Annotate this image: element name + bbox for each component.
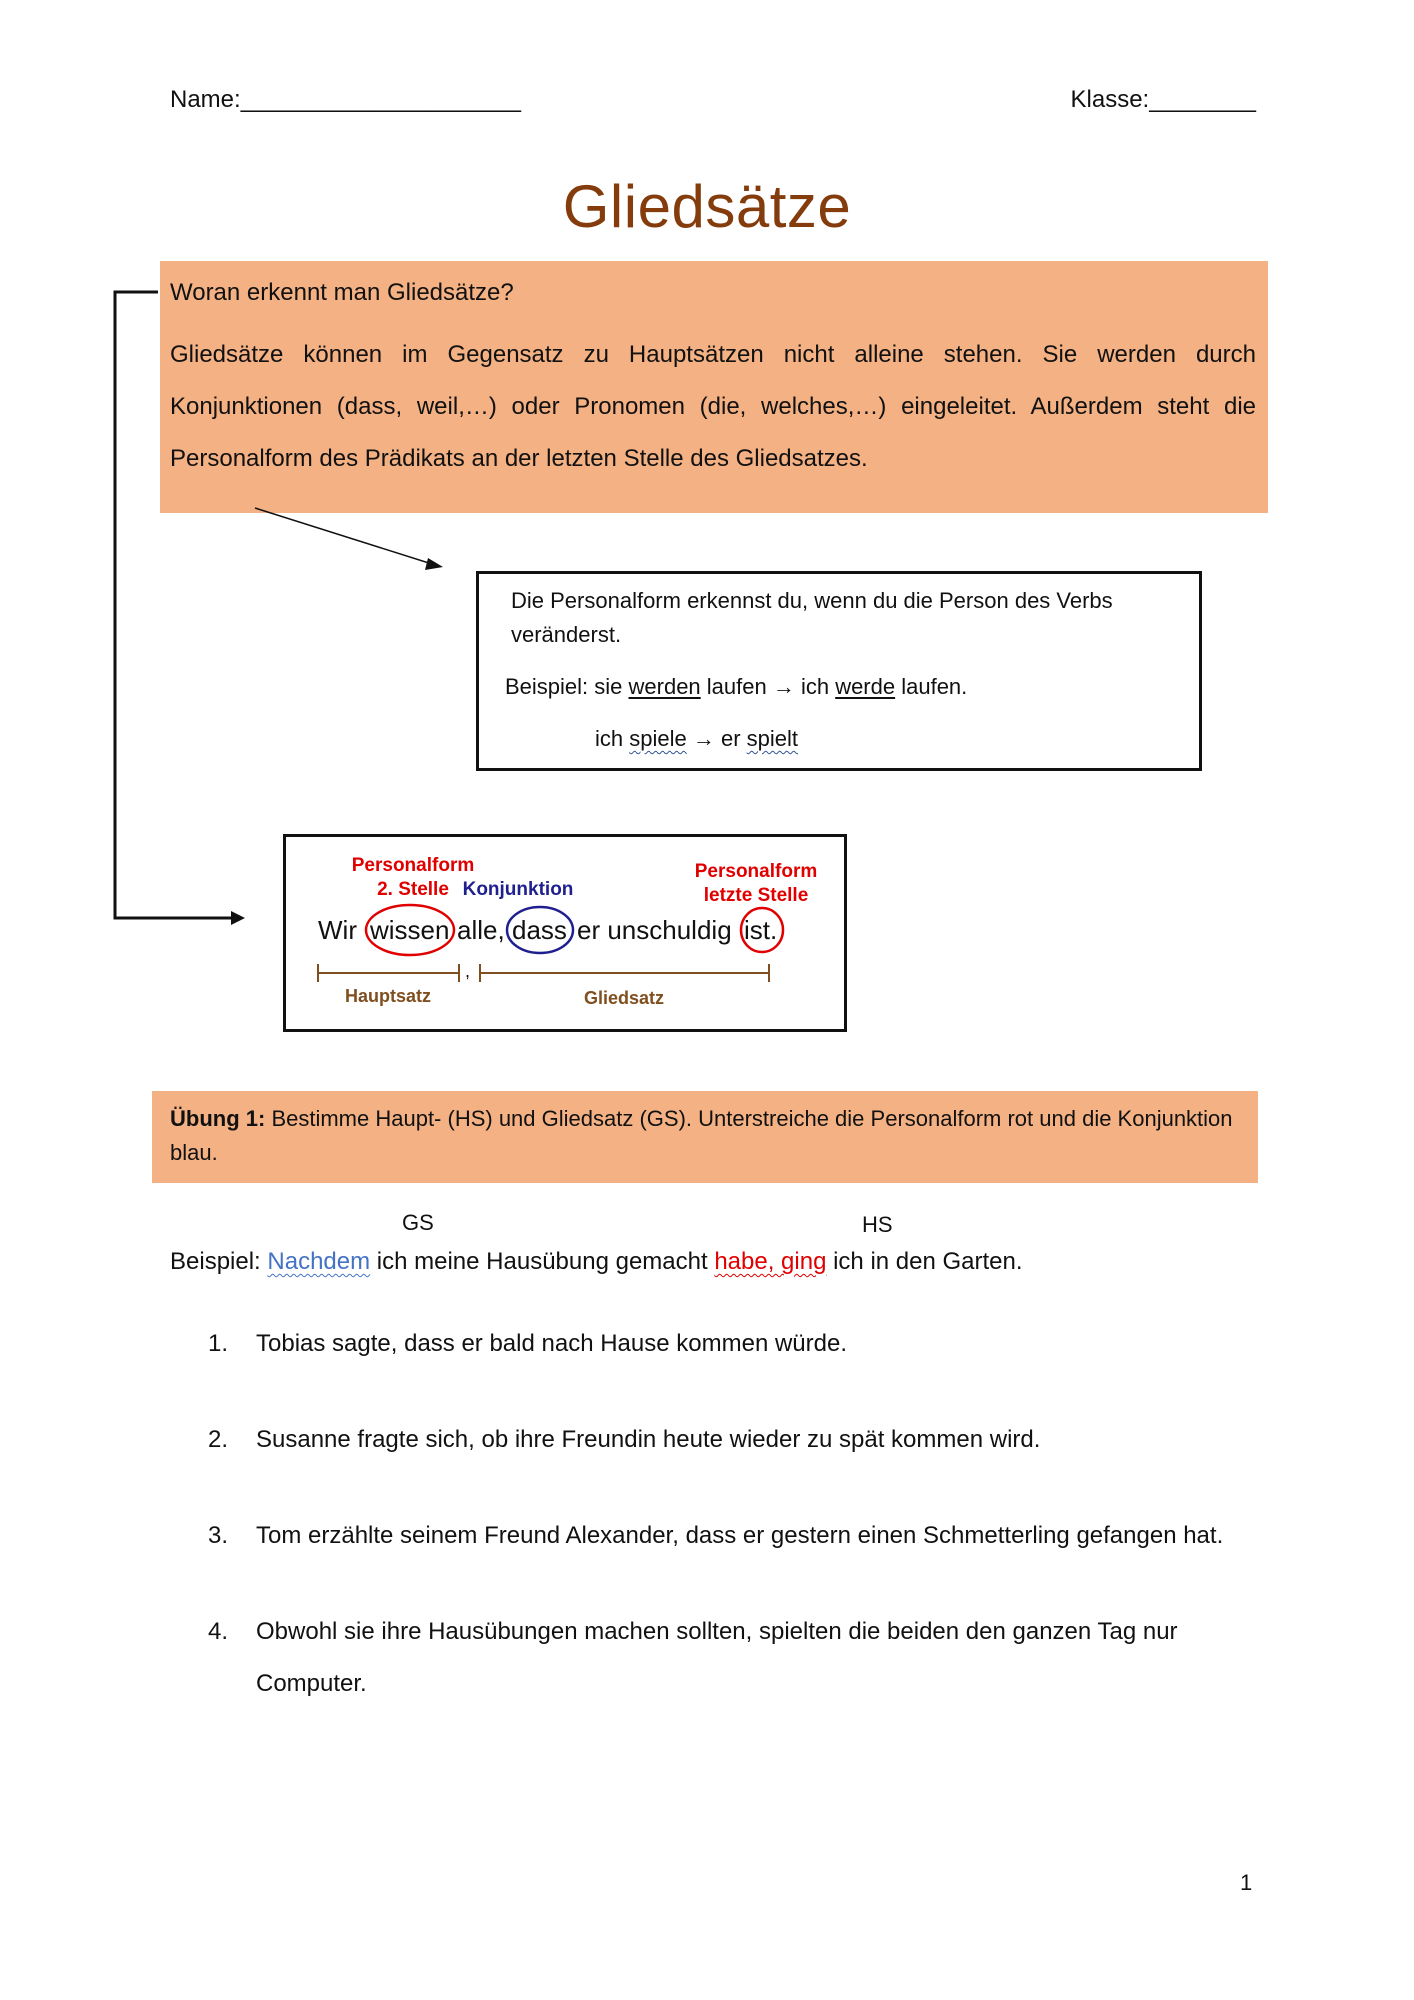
example-verbs: habe, ging (714, 1248, 827, 1275)
item-number: 1. (208, 1330, 229, 1357)
class-field-label: Klasse:________ (1070, 86, 1256, 113)
exercise-title: Übung 1: (170, 1106, 266, 1131)
info-question: Woran erkennt man Gliedsätze? (170, 279, 514, 306)
header-row (170, 86, 1256, 122)
clause-tags (0, 1210, 1414, 1240)
tag-gs: GS (402, 1210, 434, 1235)
example-conjunction: Nachdem (267, 1248, 371, 1275)
underlined-verb: spiele (629, 726, 687, 751)
word-wissen: wissen (370, 915, 450, 945)
label-personalform-last: Personalform (694, 861, 818, 882)
page-number: 1 (1240, 1870, 1253, 1895)
exercise-box (152, 1091, 1258, 1183)
list-item (208, 1606, 1260, 1710)
tag-hs: HS (862, 1212, 893, 1237)
diagonal-arrow-icon (240, 500, 460, 580)
item-text: Tobias sagte, dass er bald nach Hause kommen würde. (256, 1330, 847, 1357)
item-number: 2. (208, 1426, 229, 1453)
underlined-verb: werde (835, 674, 896, 699)
label-personalform-2-pos: 2. Stelle (377, 879, 449, 900)
exercise-instruction: Bestimme Haupt- (HS) und Gliedsatz (GS). Unterstreiche die Personalform rot und die Konjunktion blau. (170, 1106, 1233, 1165)
item-text: Obwohl sie ihre Hausübungen machen sollten, spielten die beiden den ganzen Tag nur Computer. (256, 1618, 1178, 1697)
bracket-arrow-icon (100, 280, 250, 930)
info-box (160, 261, 1268, 513)
example-sentence: Beispiel: Nachdem ich meine Hausübung gemacht habe, ging ich in den Garten. (170, 1248, 1023, 1275)
label-gliedsatz: Gliedsatz (583, 988, 665, 1008)
underlined-verb: spielt (746, 726, 798, 751)
label-hauptsatz: Hauptsatz (344, 986, 432, 1006)
item-text: Tom erzählte seinem Freund Alexander, dass er gestern einen Schmetterling gefangen hat. (256, 1522, 1224, 1549)
word-ist: ist. (744, 915, 778, 945)
exercise-list (208, 1318, 1260, 1754)
label-personalform-last-pos: letzte Stelle (703, 885, 809, 906)
word-alle: alle, (457, 915, 505, 945)
list-item (208, 1414, 1260, 1466)
word-dass: dass (512, 915, 567, 945)
item-number: 4. (208, 1618, 229, 1645)
note-text: Die Personalform erkennst du, wenn du die Person des Verbs veränderst. (511, 588, 1113, 647)
label-personalform-2: Personalform (351, 855, 475, 876)
word-rest: er unschuldig (577, 915, 732, 945)
page-title: Gliedsätze (562, 173, 852, 240)
personalform-note-box (476, 571, 1202, 771)
list-item (208, 1318, 1260, 1370)
note-example-1: Beispiel: sie werden laufen → ich werde laufen. (505, 674, 968, 699)
underlined-verb: werden (628, 674, 701, 699)
note-example-2: ich spiele → er spielt (595, 726, 798, 751)
comma-mark: , (465, 961, 471, 981)
list-item (208, 1510, 1260, 1562)
word-wir: Wir (318, 915, 357, 945)
sentence-diagram-graphic (286, 837, 844, 1029)
label-konjunktion: Konjunktion (462, 879, 574, 900)
item-text: Susanne fragte sich, ob ihre Freundin heute wieder zu spät kommen wird. (256, 1426, 1041, 1453)
info-paragraph: Gliedsätze können im Gegensatz zu Hauptsätzen nicht alleine stehen. Sie werden durch Konjunktionen (dass, weil,…) oder Pronomen (die, welches,…) eingeleitet. Außerdem steht die Personalform des Prädikats an der letzten Stelle des Gliedsatzes. (170, 341, 1256, 472)
item-number: 3. (208, 1522, 229, 1549)
name-field-label: Name:_____________________ (170, 86, 521, 113)
sentence-diagram (283, 834, 847, 1032)
